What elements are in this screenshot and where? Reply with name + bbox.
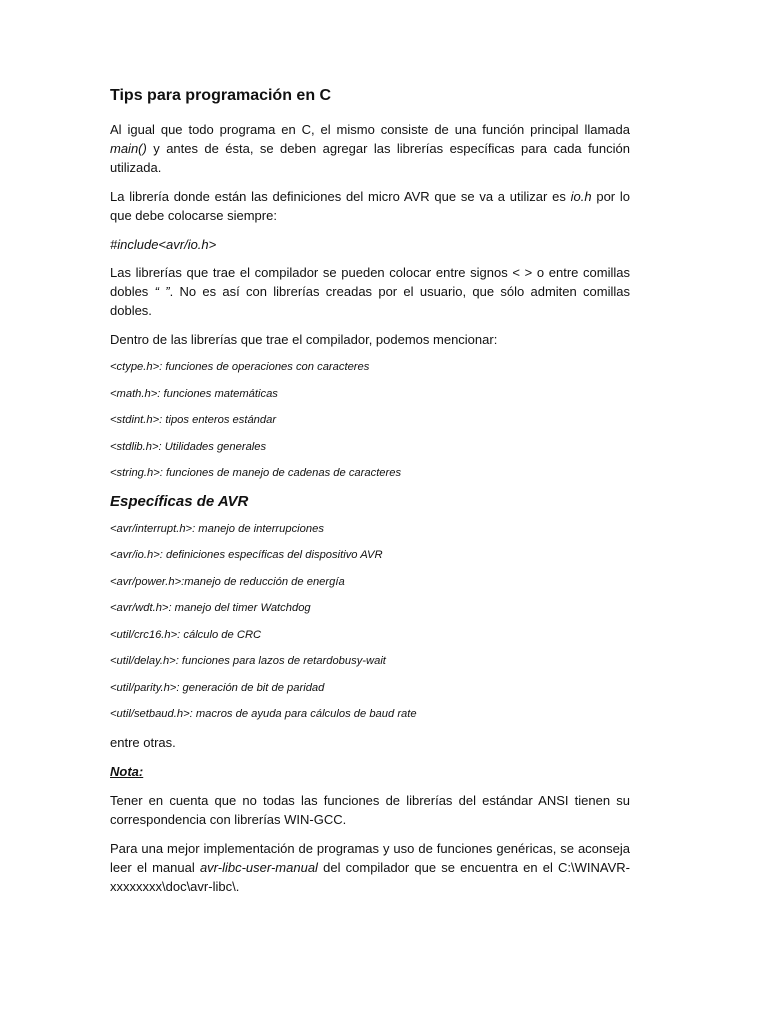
quotes-text-before: Las librerías que trae el compilador se pueden colocar entre signos < > o entre comillas dobles xyxy=(110,265,630,299)
note-heading: Nota: xyxy=(110,763,144,779)
intro-main-function: main() xyxy=(110,141,147,156)
list-item: <stdlib.h>: Utilidades generales xyxy=(110,440,267,453)
avr-library-list xyxy=(110,521,630,723)
intro-paragraph xyxy=(110,120,630,177)
document-title: Tips para programación en C xyxy=(110,87,332,104)
manual-text-before: Para una mejor implementación de programas y uso de funciones genéricas, se aconseja leer el manual xyxy=(110,840,630,875)
document-page xyxy=(110,86,630,906)
quotes-text-after: . No es así con librerías creadas por el usuario, que sólo admiten comillas dobles. xyxy=(110,284,630,318)
list-item: <stdint.h>: tipos enteros estándar xyxy=(110,414,277,426)
io-text-after: por lo que debe colocarse siempre: xyxy=(110,189,630,223)
intro-text-before: Al igual que todo programa en C, el mismo consiste de una función principal llamada xyxy=(110,122,630,137)
list-item: <util/crc16.h>: cálculo de CRC xyxy=(110,628,262,641)
io-text-before: La librería donde están las definiciones del micro AVR que se va a utilizar es xyxy=(110,189,571,204)
list-item: <string.h>: funciones de manejo de cadenas de caracteres xyxy=(110,467,402,479)
avr-section-heading: Específicas de AVR xyxy=(110,492,249,510)
manual-name: avr-libc-user-manual xyxy=(199,859,318,875)
compiler-library-list xyxy=(110,359,630,481)
list-item: <util/parity.h>: generación de bit de paridad xyxy=(110,681,325,694)
list-item: <math.h>: funciones matemáticas xyxy=(110,387,278,400)
manual-paragraph xyxy=(110,839,630,896)
compiler-libraries-intro: Dentro de las librerías que trae el compilador, podemos mencionar: xyxy=(110,332,498,347)
quotes-symbol: “ ” xyxy=(154,284,170,299)
intro-text-after: y antes de ésta, se deben agregar las librerías específicas para cada función utilizada. xyxy=(110,141,630,175)
list-item: <util/setbaud.h>: macros de ayuda para cálculos de baud rate xyxy=(110,708,417,720)
list-item: <avr/io.h>: definiciones específicas del dispositivo AVR xyxy=(110,549,383,561)
list-item: <avr/wdt.h>: manejo del timer Watchdog xyxy=(110,602,311,614)
list-item: <util/delay.h>: funciones para lazos de retardobusy-wait xyxy=(110,655,386,667)
include-directive: #include<avr/io.h> xyxy=(110,237,217,252)
list-item: <ctype.h>: funciones de operaciones con caracteres xyxy=(110,361,370,373)
quotes-paragraph xyxy=(110,263,630,320)
entre-otras-text: entre otras. xyxy=(110,734,176,750)
io-header-name: io.h xyxy=(570,189,592,204)
io-library-paragraph xyxy=(110,187,630,225)
manual-text-after: del compilador que se encuentra en el C:\WINAVR-xxxxxxxx\doc\avr-libc\. xyxy=(110,859,630,894)
list-item: <avr/interrupt.h>: manejo de interrupciones xyxy=(110,522,324,535)
ansi-note-paragraph: Tener en cuenta que no todas las funciones de librerías del estándar ANSI tienen su correspondencia con librerías WIN-GCC. xyxy=(110,792,630,827)
list-item: <avr/power.h>:manejo de reducción de energía xyxy=(110,575,345,588)
